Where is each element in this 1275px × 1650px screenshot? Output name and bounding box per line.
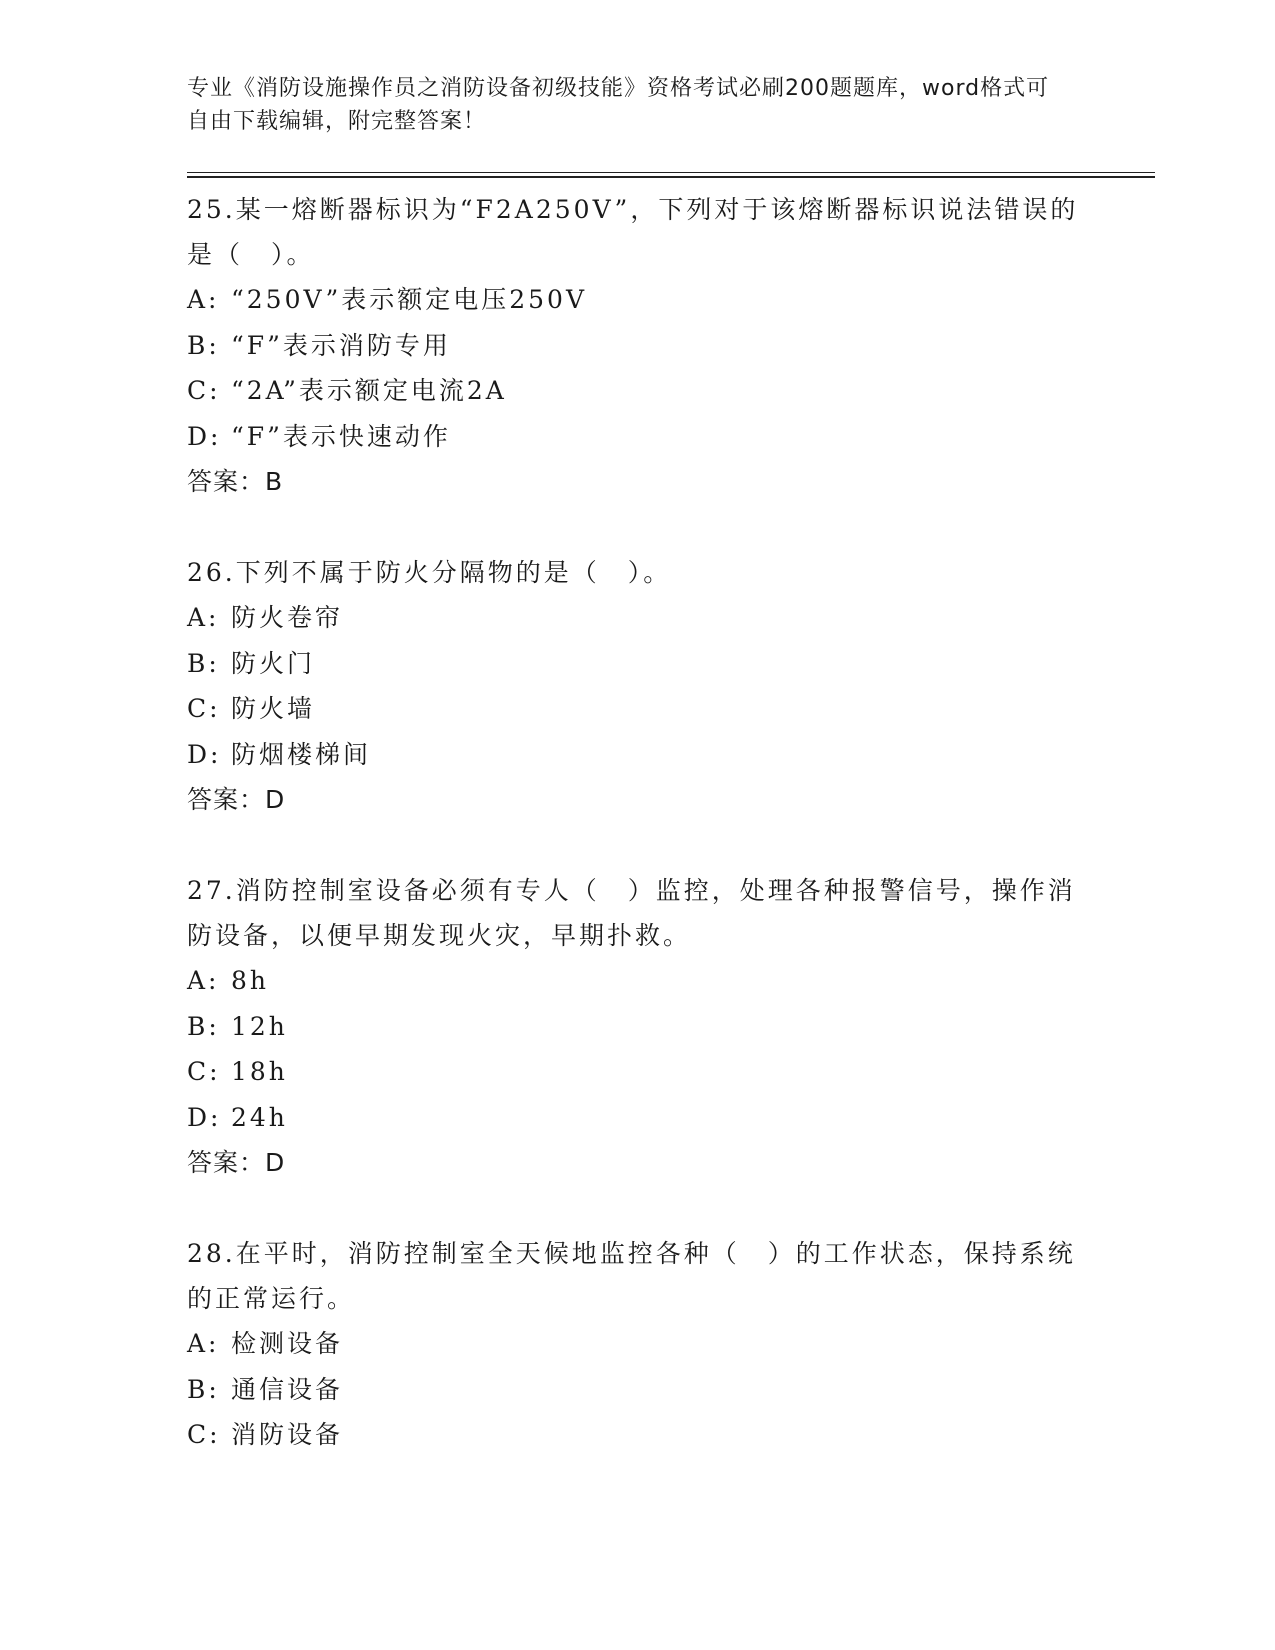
option-text: 24h [231, 1102, 288, 1132]
option-key: A: [187, 285, 220, 314]
question-stem: 26.下列不属于防火分隔物的是（ ）。 [187, 558, 672, 587]
option-text: “F”表示快速动作 [231, 421, 451, 451]
option-b [187, 323, 1157, 369]
option-c [187, 368, 1157, 414]
option-b [187, 1004, 1157, 1050]
option-a [187, 1321, 1157, 1367]
question-27 [187, 868, 1157, 1185]
option-key: B: [187, 330, 220, 360]
answer-line: 答案：D [187, 1148, 286, 1177]
option-text: 防火卷帘 [231, 603, 344, 632]
answer-line: 答案：D [187, 785, 286, 814]
option-c [187, 1412, 1157, 1458]
option-key: A: [187, 966, 220, 995]
option-key: C: [187, 376, 221, 405]
option-text: “F”表示消防专用 [231, 330, 451, 360]
question-stem: 25.某一熔断器标识为“F2A250V”，下列对于该熔断器标识说法错误的是（ ）。 [187, 195, 1079, 269]
option-text: 18h [231, 1057, 288, 1086]
option-key: B: [187, 648, 220, 678]
option-c [187, 1049, 1157, 1095]
option-key: C: [187, 1057, 221, 1086]
option-text: 防火门 [231, 648, 316, 678]
question-stem: 27.消防控制室设备必须有专人（ ）监控，处理各种报警信号，操作消防设备，以便早期发现火灾，早期扑救。 [187, 876, 1076, 950]
option-b [187, 641, 1157, 687]
question-28 [187, 1231, 1157, 1458]
option-key: C: [187, 1420, 221, 1449]
option-d [187, 1095, 1157, 1141]
option-text: 检测设备 [231, 1329, 344, 1358]
option-d [187, 732, 1157, 778]
option-a [187, 958, 1157, 1004]
option-key: B: [187, 1011, 220, 1041]
option-text: 防烟楼梯间 [231, 739, 372, 769]
option-text: 8h [231, 966, 270, 995]
option-key: D: [187, 1102, 222, 1132]
option-key: D: [187, 421, 222, 451]
option-key: A: [187, 1329, 220, 1358]
question-list [187, 187, 1157, 1458]
option-key: D: [187, 739, 222, 769]
document-page [187, 72, 1157, 1504]
option-text: 通信设备 [231, 1374, 344, 1404]
question-26 [187, 550, 1157, 822]
option-text: “2A”表示额定电流2A [231, 376, 507, 405]
option-c [187, 686, 1157, 732]
option-key: B: [187, 1374, 220, 1404]
option-text: 防火墙 [231, 694, 316, 723]
option-d [187, 414, 1157, 460]
question-stem: 28.在平时，消防控制室全天候地监控各种（ ）的工作状态，保持系统的正常运行。 [187, 1239, 1076, 1313]
option-key: C: [187, 694, 221, 723]
document-header: 专业《消防设施操作员之消防设备初级技能》资格考试必刷200题题库，word格式可自由下载编辑，附完整答案！ [187, 76, 1050, 134]
option-key: A: [187, 603, 220, 632]
option-text: “250V”表示额定电压250V [231, 285, 588, 314]
option-b [187, 1367, 1157, 1413]
option-text: 消防设备 [231, 1420, 344, 1449]
header-divider [187, 172, 1155, 178]
option-a [187, 277, 1157, 323]
option-text: 12h [231, 1011, 288, 1041]
option-a [187, 595, 1157, 641]
question-25 [187, 187, 1157, 504]
answer-line: 答案：B [187, 467, 284, 496]
